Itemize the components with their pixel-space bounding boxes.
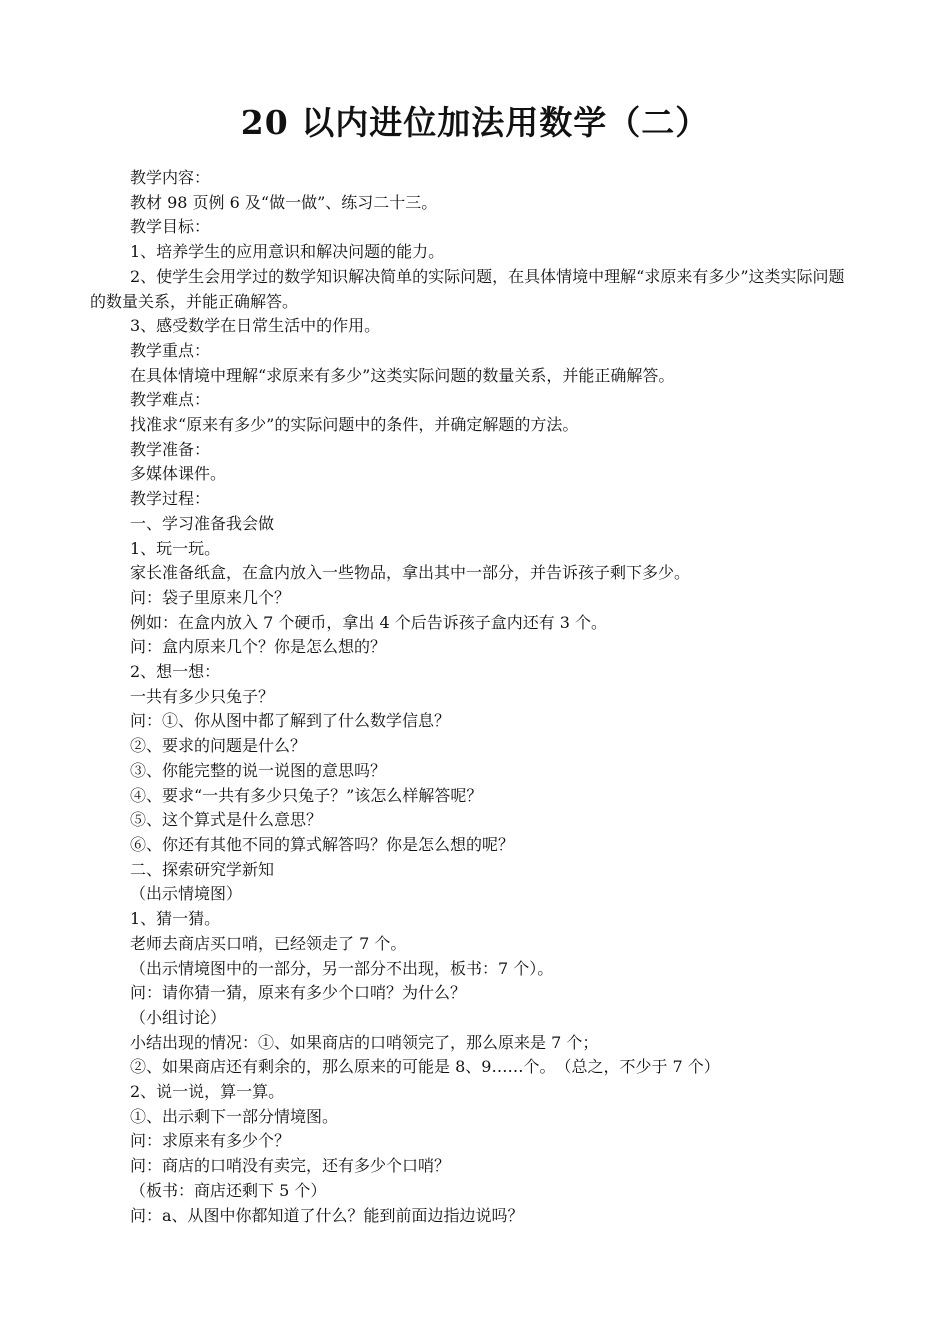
text-line: 教学重点： <box>130 340 211 360</box>
text-line: 小结出现的情况：①、如果商店的口哨领完了，那么原来是 7 个； <box>130 1032 599 1052</box>
text-line: 1、玩一玩。 <box>130 538 221 558</box>
text-line: 例如：在盒内放入 7 个硬币，拿出 4 个后告诉孩子盒内还有 3 个。 <box>130 612 608 632</box>
text-line: ⑥、你还有其他不同的算式解答吗？你是怎么想的呢？ <box>130 834 515 854</box>
text-line: 家长准备纸盒，在盒内放入一些物品，拿出其中一部分，并告诉孩子剩下多少。 <box>130 563 691 583</box>
text-line: ②、如果商店还有剩余的，那么原来的可能是 8、9……个。 （总之，不少于 7 个） <box>130 1057 720 1077</box>
document-body <box>90 166 860 1228</box>
text-line: 教材 98 页例 6 及“做一做”、练习二十三。 <box>130 192 438 212</box>
text-line: 问：袋子里原来几个？ <box>130 587 291 607</box>
text-line: 问：商店的口哨没有卖完，还有多少个口哨？ <box>130 1156 451 1176</box>
text-line: （出示情境图中的一部分，另一部分不出现，板书：7 个）。 <box>130 958 554 978</box>
text-line: ①、出示剩下一部分情境图。 <box>130 1106 339 1126</box>
text-line: 教学内容： <box>130 168 211 187</box>
text-line: 2、说一说，算一算。 <box>130 1082 285 1102</box>
text-line: ⑤、这个算式是什么意思？ <box>130 810 323 830</box>
text-line: 教学准备： <box>130 439 211 459</box>
text-line: 老师去商店买口哨，已经领走了 7 个。 <box>130 933 407 953</box>
text-line: ②、要求的问题是什么？ <box>130 736 307 756</box>
text-paragraph: 2、使学生会用学过的数学知识解决简单的实际问题，在具体情境中理解“求原来有多少”这类实际问题的数量关系，并能正确解答。 <box>90 266 845 311</box>
text-line: 在具体情境中理解“求原来有多少”这类实际问题的数量关系，并能正确解答。 <box>130 365 675 385</box>
text-line: 3、感受数学在日常生活中的作用。 <box>130 316 381 336</box>
text-line: 多媒体课件。 <box>130 464 227 484</box>
text-line: 问：a、从图中你都知道了什么？能到前面边指边说吗？ <box>130 1205 524 1225</box>
text-line: 问：请你猜一猜，原来有多少个口哨？为什么？ <box>130 983 467 1003</box>
text-line: 问：求原来有多少个？ <box>130 1131 291 1151</box>
text-line: 2、想一想： <box>130 662 221 682</box>
text-line: ③、你能完整的说一说图的意思吗？ <box>130 760 387 780</box>
text-line: （小组讨论） <box>130 1007 227 1027</box>
text-line: 问：①、你从图中都了解到了什么数学信息？ <box>130 711 451 731</box>
text-line: 一、学习准备我会做 <box>130 513 275 533</box>
text-line: 教学过程： <box>130 489 211 509</box>
text-line: 教学难点： <box>130 390 211 410</box>
text-line: ④、要求“一共有多少只兔子？”该怎么样解答呢？ <box>130 785 483 805</box>
text-line: 问：盒内原来几个？你是怎么想的？ <box>130 637 387 657</box>
text-line: 二、探索研究学新知 <box>130 859 275 879</box>
text-line: 一共有多少只兔子？ <box>130 686 275 706</box>
document-title: 20 以内进位加法用数学（二） <box>240 103 710 142</box>
text-line: 找准求“原来有多少”的实际问题中的条件，并确定解题的方法。 <box>130 415 579 435</box>
text-line: 1、猜一猜。 <box>130 909 221 929</box>
text-line: 1、培养学生的应用意识和解决问题的能力。 <box>130 242 445 262</box>
text-line: （出示情境图） <box>130 884 243 904</box>
text-line: （板书：商店还剩下 5 个） <box>130 1180 327 1200</box>
text-line: 教学目标： <box>130 217 211 237</box>
